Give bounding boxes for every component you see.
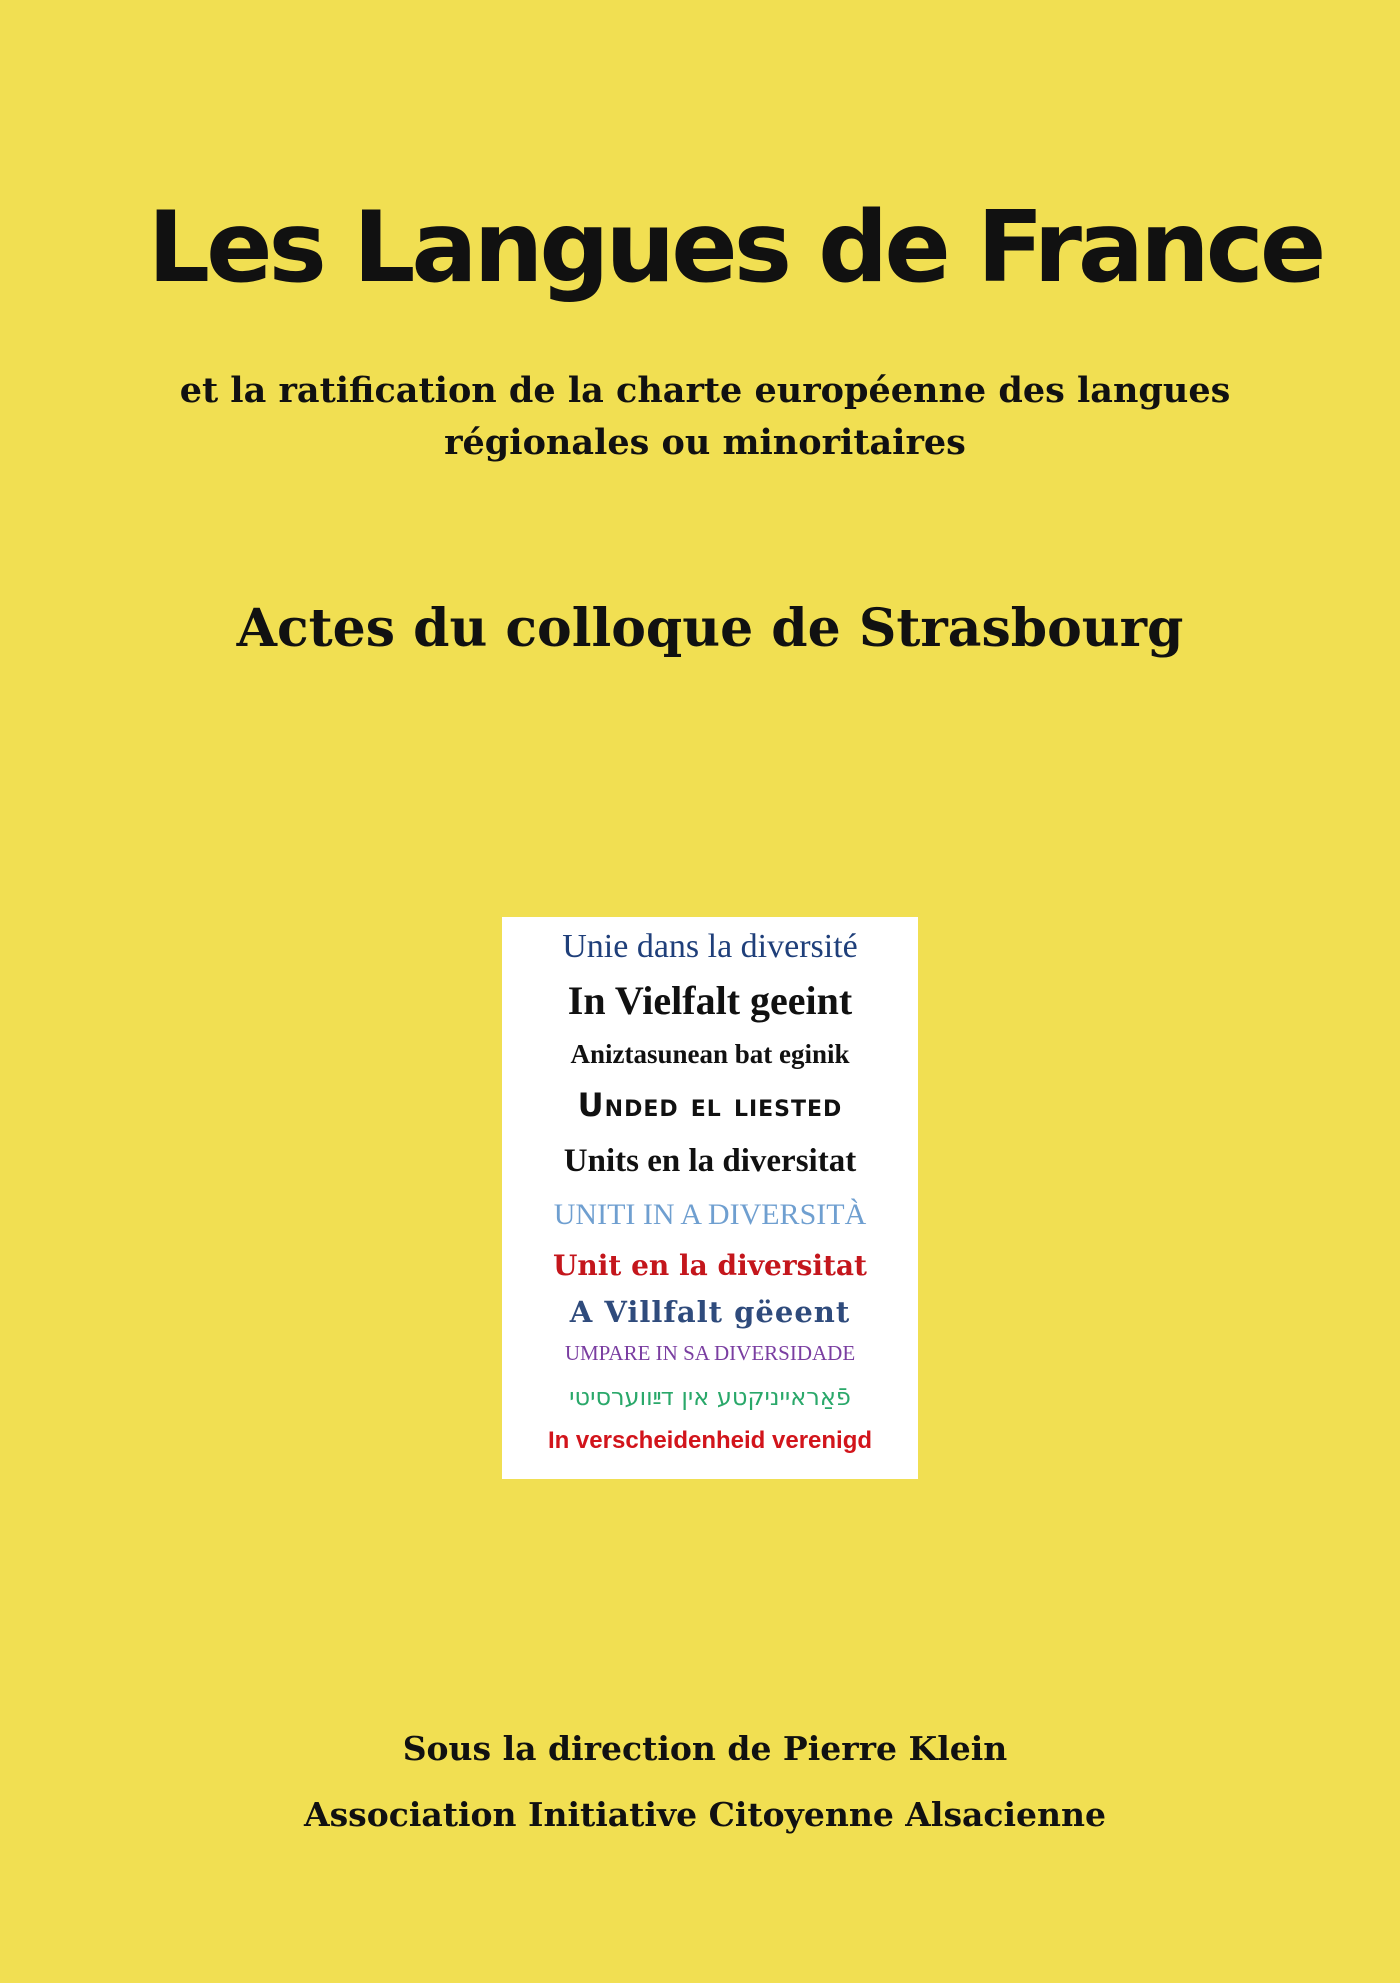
proceedings-title: Actes du colloque de Strasbourg	[236, 598, 1184, 659]
motto-basque: Aniztasunean bat eginik	[570, 1039, 850, 1069]
book-title: Les Langues de France	[147, 191, 1323, 305]
motto-luxembourgish: A Villfalt gëeent	[569, 1295, 851, 1329]
motto-german: In Vielfalt geeint	[567, 978, 853, 1023]
subtitle-line-2: régionales ou minoritaires	[444, 422, 966, 463]
editor-credit: Sous la direction de Pierre Klein	[402, 1729, 1008, 1768]
motto-breton: Unded el liested	[577, 1086, 843, 1124]
subtitle-line-1: et la ratification de la charte européenne des langues	[179, 370, 1231, 411]
publisher-credit: Association Initiative Citoyenne Alsacienne	[303, 1795, 1107, 1834]
motto-dutch: In verscheidenheid verenigd	[547, 1427, 873, 1454]
motto-panel	[502, 917, 918, 1479]
motto-occitan: Unit en la diversitat	[552, 1249, 867, 1282]
motto-catalan: Units en la diversitat	[563, 1143, 857, 1179]
motto-sardinian: UMPARE IN SA DIVERSIDADE	[564, 1341, 856, 1365]
motto-french: Unie dans la diversité	[562, 928, 858, 965]
motto-corsican: UNITI IN A DIVERSITÀ	[553, 1198, 867, 1231]
motto-yiddish: פֿאַראייניקטע אין דײַווערסיטי	[569, 1383, 851, 1411]
book-subtitle	[140, 365, 1270, 469]
